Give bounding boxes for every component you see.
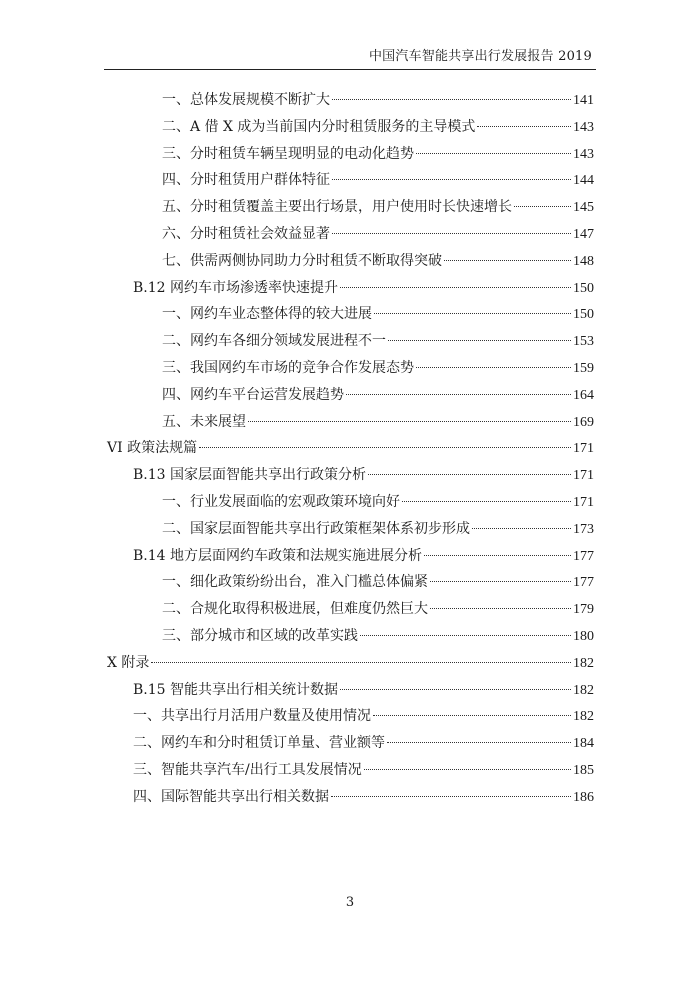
dot-leader [472,527,571,529]
toc-entry-title: 三、部分城市和区域的改革实践 [162,628,358,644]
toc-entry-title: 四、国际智能共享出行相关数据 [133,788,329,805]
toc-entry-title: 三、智能共享汽车/出行工具发展情况 [133,762,362,778]
toc-entry[interactable] [162,491,594,511]
toc-entry-page: 141 [573,93,594,108]
toc-entry-page: 143 [573,146,594,162]
toc-entry-page: 179 [573,602,594,618]
page-number: 3 [345,895,355,910]
toc-entry[interactable] [162,250,594,270]
toc-entry[interactable] [107,437,594,457]
toc-entry-page: 171 [573,468,594,484]
toc-entry-page: 171 [573,495,594,510]
dot-leader [151,661,571,663]
toc-entry-page: 185 [573,763,594,778]
toc-entry-title: 一、总体发展规模不断扩大 [162,92,330,108]
toc-entry-title: 二、合规化取得积极进展，但难度仍然巨大 [162,601,428,618]
toc-entry[interactable] [162,169,594,189]
toc-entry[interactable] [133,277,594,297]
dot-leader [364,768,571,770]
dot-leader [340,688,571,690]
toc-entry-title: X 附录 [107,654,150,671]
toc-entry[interactable] [162,116,594,136]
toc-entry-page: 169 [573,414,594,430]
dot-leader [416,366,571,368]
dot-leader [387,741,571,743]
toc-entry-page: 150 [573,280,594,296]
dot-leader [373,714,571,716]
toc-entry-title: VI 政策法规篇 [107,440,198,457]
dot-leader [430,607,571,609]
toc-entry-title: 二、网约车和分时租赁订单量、营业额等 [133,735,385,752]
toc-entry-title: 二、网约车各细分领域发展进程不一 [162,333,386,350]
toc-entry-title: 五、未来展望 [162,413,246,430]
toc-entry-title: B.15 智能共享出行相关统计数据 [133,681,339,698]
toc-entry-title: 四、网约车平台运营发展趋势 [162,386,344,403]
dot-leader [332,98,571,100]
toc-entry-page: 143 [573,119,594,135]
toc-entry[interactable] [162,330,594,350]
toc-entry-page: 164 [573,387,594,403]
toc-entry[interactable] [162,598,594,618]
toc-entry-page: 180 [573,629,594,644]
toc-entry-title: 六、分时租赁社会效益显著 [162,226,330,242]
toc-entry[interactable] [162,571,594,591]
toc-entry[interactable] [133,786,594,806]
toc-entry-title: B.14 地方层面网约车政策和法规实施进展分析 [133,547,423,564]
toc-entry[interactable] [133,464,594,484]
dot-leader [332,178,571,180]
dot-leader [430,580,571,582]
dot-leader [340,286,571,288]
toc-entry[interactable] [162,143,594,163]
toc-entry-page: 147 [573,227,594,242]
dot-leader [360,634,571,636]
dot-leader [388,339,571,341]
toc-entry[interactable] [133,679,594,699]
toc-entry-title: 二、A 借 X 成为当前国内分时租赁服务的主导模式 [162,118,476,135]
running-header-title: 中国汽车智能共享出行发展报告 2019 [368,49,592,64]
toc-entry[interactable] [162,89,594,109]
toc-entry-title: 一、细化政策纷纷出台，准入门槛总体偏紧 [162,574,428,591]
toc-entry-title: B.12 网约车市场渗透率快速提升 [133,279,339,296]
toc-entry-page: 186 [573,789,594,805]
toc-entry-title: B.13 国家层面智能共享出行政策分析 [133,467,367,484]
toc-entry-page: 182 [573,655,594,671]
toc-entry-title: 一、行业发展面临的宏观政策环境向好 [162,494,400,510]
dot-leader [374,312,571,314]
toc-entry-page: 153 [573,334,594,350]
dot-leader [402,500,571,502]
toc-entry-title: 七、供需两侧协同助力分时租赁不断取得突破 [162,252,442,269]
toc-entry[interactable] [162,625,594,645]
header-divider [104,69,596,70]
toc-entry-page: 184 [573,736,594,752]
toc-entry-page: 171 [573,441,594,457]
toc-entry-page: 173 [573,521,594,537]
toc-entry-page: 150 [573,307,594,323]
toc-entry-title: 一、网约车业态整体得的较大进展 [162,306,372,323]
toc-entry[interactable] [133,705,594,725]
dot-leader [346,393,571,395]
toc-entry-title: 五、分时租赁覆盖主要出行场景，用户使用时长快速增长 [162,199,512,216]
toc-entry-page: 144 [573,173,594,189]
toc-entry[interactable] [107,652,594,672]
dot-leader [368,473,571,475]
toc-entry-title: 二、国家层面智能共享出行政策框架体系初步形成 [162,520,470,537]
toc-entry-page: 159 [573,361,594,376]
toc-entry-page: 145 [573,200,594,216]
toc-entry[interactable] [133,759,594,779]
toc-entry-title: 四、分时租赁用户群体特征 [162,172,330,189]
toc-entry[interactable] [162,384,594,404]
dot-leader [248,420,571,422]
dot-leader [199,446,571,448]
toc-entry[interactable] [133,732,594,752]
toc-entry-page: 177 [573,548,594,564]
dot-leader [331,795,571,797]
toc-entry[interactable] [162,357,594,377]
dot-leader [514,205,571,207]
toc-entry-title: 三、分时租赁车辆呈现明显的电动化趋势 [162,145,414,162]
toc-entry-title: 三、我国网约车市场的竞争合作发展态势 [162,360,414,376]
toc-entry-title: 一、共享出行月活用户数量及使用情况 [133,708,371,725]
toc-entry[interactable] [162,196,594,216]
dot-leader [332,232,571,234]
dot-leader [416,152,571,154]
toc-entry[interactable] [162,303,594,323]
toc-entry-page: 148 [573,253,594,269]
toc-entry[interactable] [162,518,594,538]
toc-entry[interactable] [133,545,594,565]
toc-entry[interactable] [162,223,594,243]
dot-leader [424,554,571,556]
dot-leader [477,125,571,127]
toc-entry-page: 177 [573,575,594,591]
dot-leader [444,259,571,261]
toc-entry-page: 182 [573,682,594,698]
toc-entry[interactable] [162,411,594,431]
toc-entry-page: 182 [573,709,594,725]
